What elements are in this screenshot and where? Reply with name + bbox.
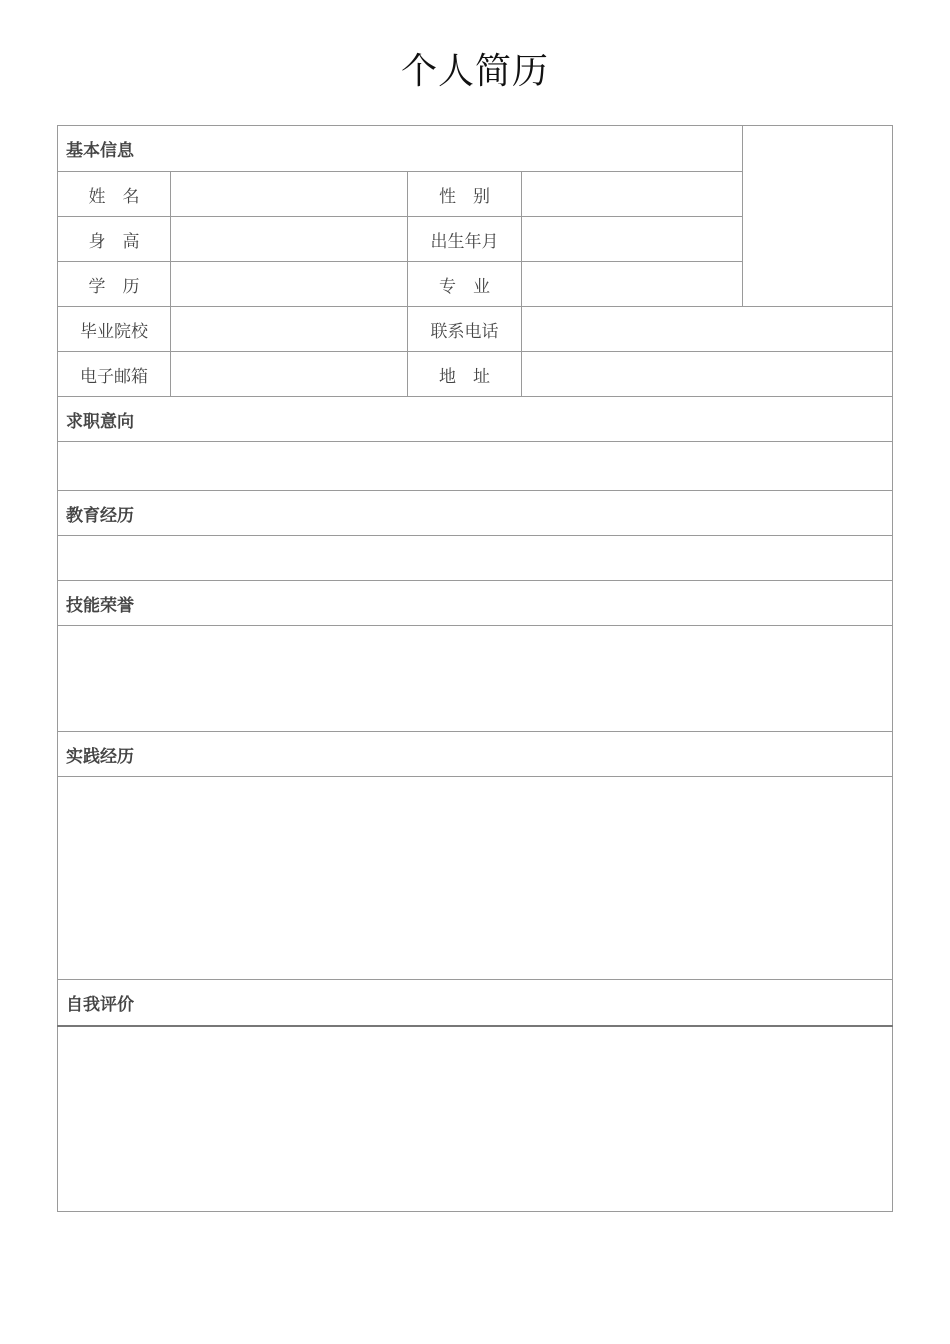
major-label: 专 业 xyxy=(408,262,522,307)
height-field[interactable] xyxy=(171,217,408,262)
practice-experience-heading: 实践经历 xyxy=(58,732,893,777)
skills-honors-content[interactable] xyxy=(58,626,893,732)
skills-honors-heading: 技能荣誉 xyxy=(58,581,893,626)
gender-label: 性 别 xyxy=(408,172,522,217)
self-evaluation-content[interactable] xyxy=(58,1026,893,1212)
birth-label: 出生年月 xyxy=(408,217,522,262)
major-field[interactable] xyxy=(522,262,743,307)
gender-field[interactable] xyxy=(522,172,743,217)
education-history-content[interactable] xyxy=(58,536,893,581)
email-label: 电子邮箱 xyxy=(58,352,171,397)
height-label: 身 高 xyxy=(58,217,171,262)
phone-label: 联系电话 xyxy=(408,307,522,352)
birth-field[interactable] xyxy=(522,217,743,262)
resume-table xyxy=(57,125,893,1212)
self-evaluation-heading: 自我评价 xyxy=(58,980,893,1026)
name-label: 姓 名 xyxy=(58,172,171,217)
basic-info-heading: 基本信息 xyxy=(58,126,743,172)
school-label: 毕业院校 xyxy=(58,307,171,352)
email-field[interactable] xyxy=(171,352,408,397)
school-field[interactable] xyxy=(171,307,408,352)
page-title: 个人简历 xyxy=(400,51,549,92)
education-history-heading: 教育经历 xyxy=(58,491,893,536)
job-intention-content[interactable] xyxy=(58,442,893,491)
job-intention-heading: 求职意向 xyxy=(58,397,893,442)
education-field[interactable] xyxy=(171,262,408,307)
practice-experience-content[interactable] xyxy=(58,777,893,980)
address-label: 地 址 xyxy=(408,352,522,397)
education-label: 学 历 xyxy=(58,262,171,307)
address-field[interactable] xyxy=(522,352,893,397)
phone-field[interactable] xyxy=(522,307,893,352)
name-field[interactable] xyxy=(171,172,408,217)
photo-box[interactable] xyxy=(743,126,893,307)
